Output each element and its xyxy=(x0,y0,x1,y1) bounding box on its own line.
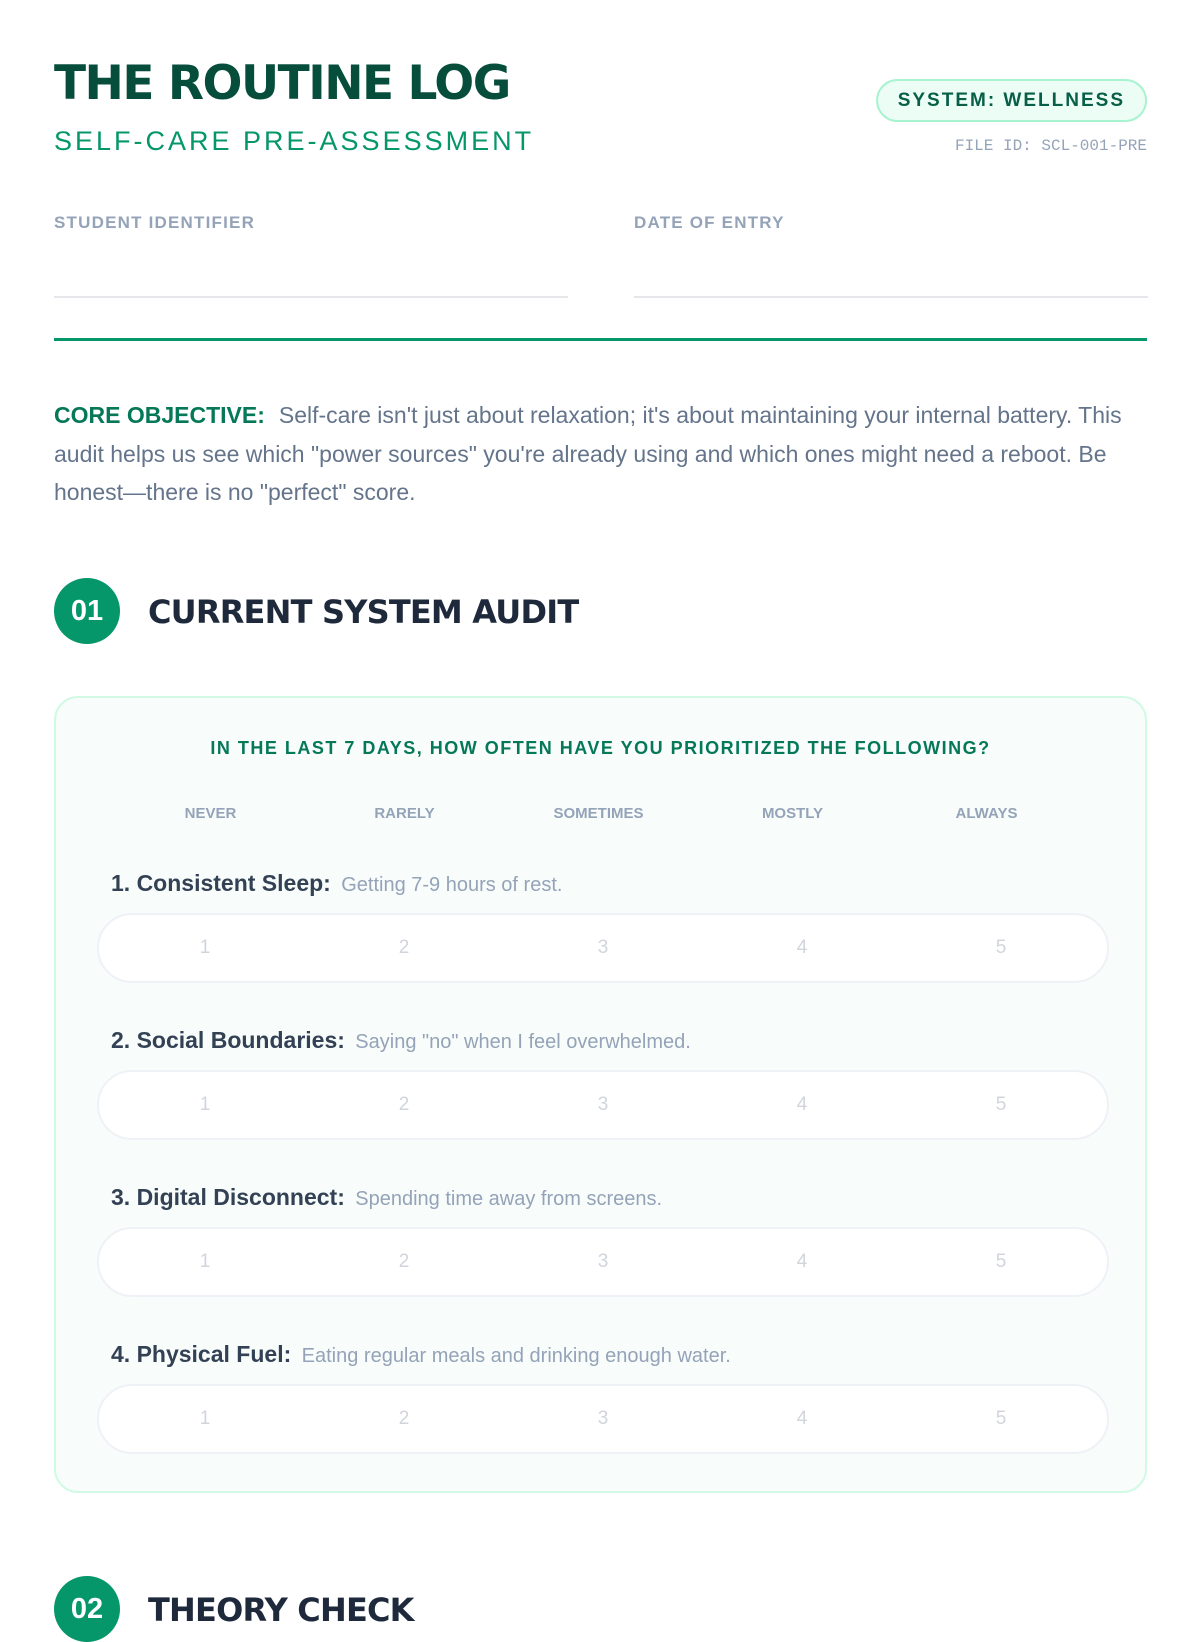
rating-option-2[interactable]: 2 xyxy=(398,1094,410,1115)
system-badge: SYSTEM: WELLNESS xyxy=(876,79,1147,122)
rating-option-3[interactable]: 3 xyxy=(597,1251,609,1272)
rating-option-5[interactable]: 5 xyxy=(995,1094,1007,1115)
rating-option-3[interactable]: 3 xyxy=(597,1094,609,1115)
scale-label-sometimes: SOMETIMES xyxy=(553,805,644,822)
student-identifier-field[interactable] xyxy=(54,213,568,298)
question-text xyxy=(111,1339,731,1371)
section-title: CURRENT SYSTEM AUDIT xyxy=(148,593,579,631)
question-description: Saying "no" when I feel overwhelmed. xyxy=(355,1031,691,1053)
page-title: THE ROUTINE LOG xyxy=(54,56,510,111)
core-objective-text: Self-care isn't just about relaxation; it's about maintaining your internal battery. This audit helps us see which "power sources" you're already using and which ones might need a reboot. Be honest—there is no "perfect" score. xyxy=(54,402,1122,505)
student-identifier-label: STUDENT IDENTIFIER xyxy=(54,213,256,232)
rating-option-2[interactable]: 2 xyxy=(398,1408,410,1429)
question-title: 3. Digital Disconnect: xyxy=(111,1184,345,1210)
rating-option-1[interactable]: 1 xyxy=(199,1094,211,1115)
question-description: Spending time away from screens. xyxy=(355,1188,663,1210)
rating-option-2[interactable]: 2 xyxy=(398,937,410,958)
rating-scale xyxy=(97,1070,1109,1140)
rating-option-5[interactable]: 5 xyxy=(995,937,1007,958)
scale-header xyxy=(113,805,1089,825)
scale-label-always: ALWAYS xyxy=(955,805,1018,822)
rating-option-4[interactable]: 4 xyxy=(796,1408,808,1429)
scale-label-never: NEVER xyxy=(184,805,237,822)
worksheet-page xyxy=(54,0,1147,1629)
scale-label-rarely: RARELY xyxy=(374,805,435,822)
question-text xyxy=(111,1182,662,1214)
rating-option-2[interactable]: 2 xyxy=(398,1251,410,1272)
section-title: THEORY CHECK xyxy=(148,1591,414,1629)
date-of-entry-field[interactable] xyxy=(634,213,1148,298)
rating-scale xyxy=(97,1227,1109,1297)
rating-option-3[interactable]: 3 xyxy=(597,937,609,958)
rating-option-4[interactable]: 4 xyxy=(796,1094,808,1115)
entry-fields xyxy=(54,213,1147,298)
rating-option-5[interactable]: 5 xyxy=(995,1408,1007,1429)
audit-card xyxy=(54,696,1147,1493)
header xyxy=(54,0,1147,170)
rating-option-1[interactable]: 1 xyxy=(199,1408,211,1429)
core-objective xyxy=(54,396,1147,512)
rating-option-3[interactable]: 3 xyxy=(597,1408,609,1429)
section-number-badge: 02 xyxy=(54,1576,120,1642)
question-description: Eating regular meals and drinking enough water. xyxy=(301,1345,731,1367)
rating-option-4[interactable]: 4 xyxy=(796,937,808,958)
file-id: FILE ID: SCL-001-PRE xyxy=(954,137,1147,155)
question-item xyxy=(56,1339,1145,1469)
question-title: 2. Social Boundaries: xyxy=(111,1027,345,1053)
question-title: 4. Physical Fuel: xyxy=(111,1341,292,1367)
rating-option-1[interactable]: 1 xyxy=(199,937,211,958)
question-text xyxy=(111,868,562,900)
question-title: 1. Consistent Sleep: xyxy=(111,870,331,896)
core-objective-label: CORE OBJECTIVE: xyxy=(54,402,265,428)
audit-prompt: IN THE LAST 7 DAYS, HOW OFTEN HAVE YOU PRIORITIZED THE FOLLOWING? xyxy=(210,738,991,758)
question-description: Getting 7-9 hours of rest. xyxy=(341,874,563,896)
question-item xyxy=(56,868,1145,998)
question-text xyxy=(111,1025,691,1057)
question-item xyxy=(56,1182,1145,1312)
rating-option-4[interactable]: 4 xyxy=(796,1251,808,1272)
rating-option-1[interactable]: 1 xyxy=(199,1251,211,1272)
section-number-badge: 01 xyxy=(54,578,120,644)
date-of-entry-label: DATE OF ENTRY xyxy=(634,213,785,232)
page-subtitle: SELF-CARE PRE-ASSESSMENT xyxy=(54,126,535,156)
rating-scale xyxy=(97,913,1109,983)
rating-scale xyxy=(97,1384,1109,1454)
question-item xyxy=(56,1025,1145,1155)
header-divider xyxy=(54,338,1147,341)
scale-label-mostly: MOSTLY xyxy=(761,805,824,822)
rating-option-5[interactable]: 5 xyxy=(995,1251,1007,1272)
